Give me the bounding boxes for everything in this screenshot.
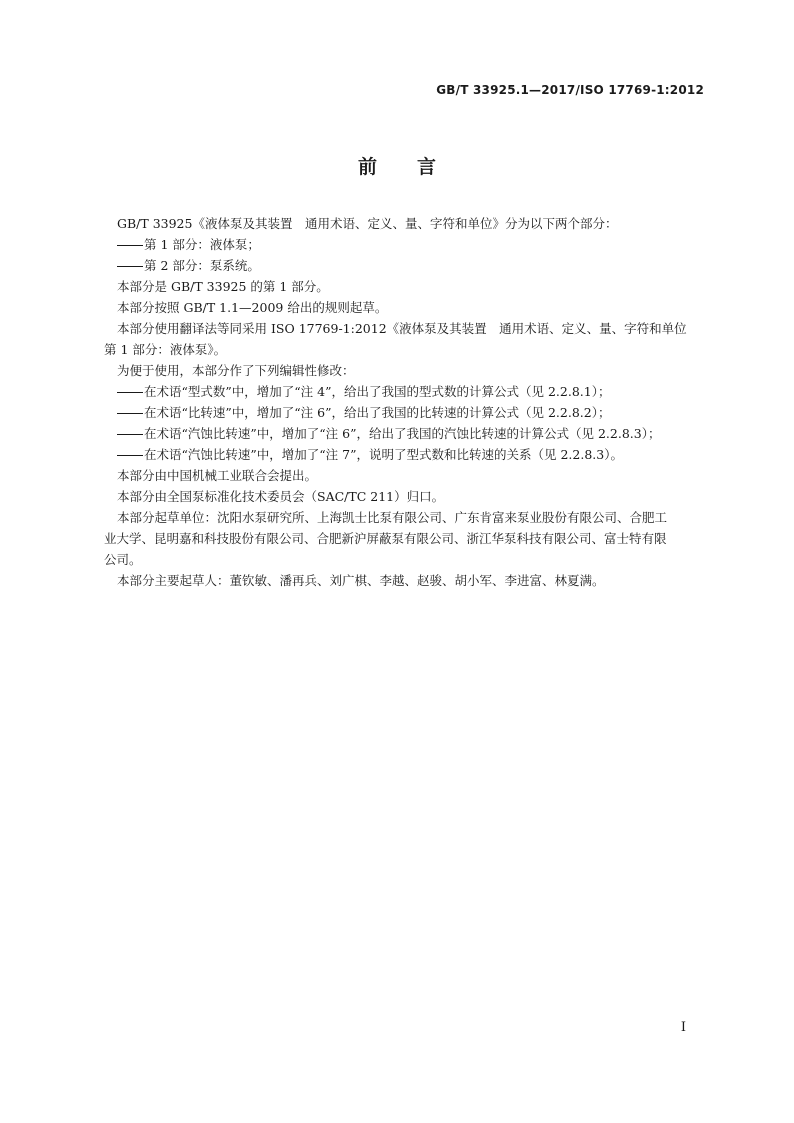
page-number: I	[680, 1020, 686, 1035]
drafting-units-line-2: 业大学、昆明嘉和科技股份有限公司、合肥新沪屏蔽泵有限公司、浙江华泵科技有限公司、富士特有限	[104, 531, 667, 546]
foreword-body	[104, 213, 708, 591]
paragraph-drafting-rules: 本部分按照 GB/T 1.1—2009 给出的规则起草。	[117, 300, 388, 315]
dash-marker	[117, 434, 143, 435]
list-item	[104, 402, 708, 423]
paragraph-adoption	[104, 318, 708, 339]
paragraph-drafting-units	[104, 507, 708, 528]
paragraph-drafting-units-cont	[104, 528, 708, 549]
list-item-text: 在术语“汽蚀比转速”中，增加了“注 7”，说明了型式数和比转速的关系（见 2.2.8.3）。	[144, 447, 623, 462]
dash-marker	[117, 392, 143, 393]
paragraph-proposer: 本部分由中国机械工业联合会提出。	[117, 468, 318, 483]
list-item	[104, 255, 708, 276]
list-item	[104, 381, 708, 402]
list-item-text: 在术语“比转速”中，增加了“注 6”，给出了我国的比转速的计算公式（见 2.2.8.2）；	[144, 405, 611, 420]
list-item	[104, 444, 708, 465]
dash-marker	[117, 413, 143, 414]
page-title: 前言	[357, 156, 476, 178]
dash-marker	[117, 266, 143, 267]
list-item-text: 在术语“汽蚀比转速”中，增加了“注 6”，给出了我国的汽蚀比转速的计算公式（见 2.2.8.3）；	[144, 426, 661, 441]
dash-marker	[117, 455, 143, 456]
list-item-text: 在术语“型式数”中，增加了“注 4”，给出了我国的型式数的计算公式（见 2.2.8.1）；	[144, 384, 611, 399]
standard-code-header: GB/T 33925.1—2017/ISO 17769-1:2012	[436, 83, 704, 97]
drafting-units-line-1: 本部分起草单位：沈阳水泵研究所、上海凯士比泵有限公司、广东肯富来泵业股份有限公司、合肥工	[117, 510, 668, 525]
paragraph-edits-intro: 为便于使用，本部分作了下列编辑性修改：	[117, 363, 355, 378]
list-item	[104, 423, 708, 444]
adoption-line-1: 本部分使用翻译法等同采用 ISO 17769-1:2012《液体泵及其装置 通用术语、定义、量、字符和单位	[117, 321, 687, 336]
paragraph-drafting-units-cont	[104, 549, 708, 570]
list-item-text: 第 2 部分：泵系统。	[144, 258, 260, 273]
paragraph-parts-intro: GB/T 33925《液体泵及其装置 通用术语、定义、量、字符和单位》分为以下两个部分：	[117, 216, 618, 231]
list-item	[104, 234, 708, 255]
adoption-line-2: 第 1 部分：液体泵》。	[104, 342, 227, 357]
dash-marker	[117, 245, 143, 246]
paragraph-part-statement: 本部分是 GB/T 33925 的第 1 部分。	[117, 279, 329, 294]
drafting-units-line-3: 公司。	[104, 552, 142, 567]
list-item-text: 第 1 部分：液体泵；	[144, 237, 260, 252]
paragraph-drafters: 本部分主要起草人：董钦敏、潘再兵、刘广棋、李越、赵骏、胡小军、李进富、林夏满。	[117, 573, 605, 588]
paragraph-adoption-cont	[104, 339, 708, 360]
paragraph-committee: 本部分由全国泵标准化技术委员会（SAC/TC 211）归口。	[117, 489, 445, 504]
